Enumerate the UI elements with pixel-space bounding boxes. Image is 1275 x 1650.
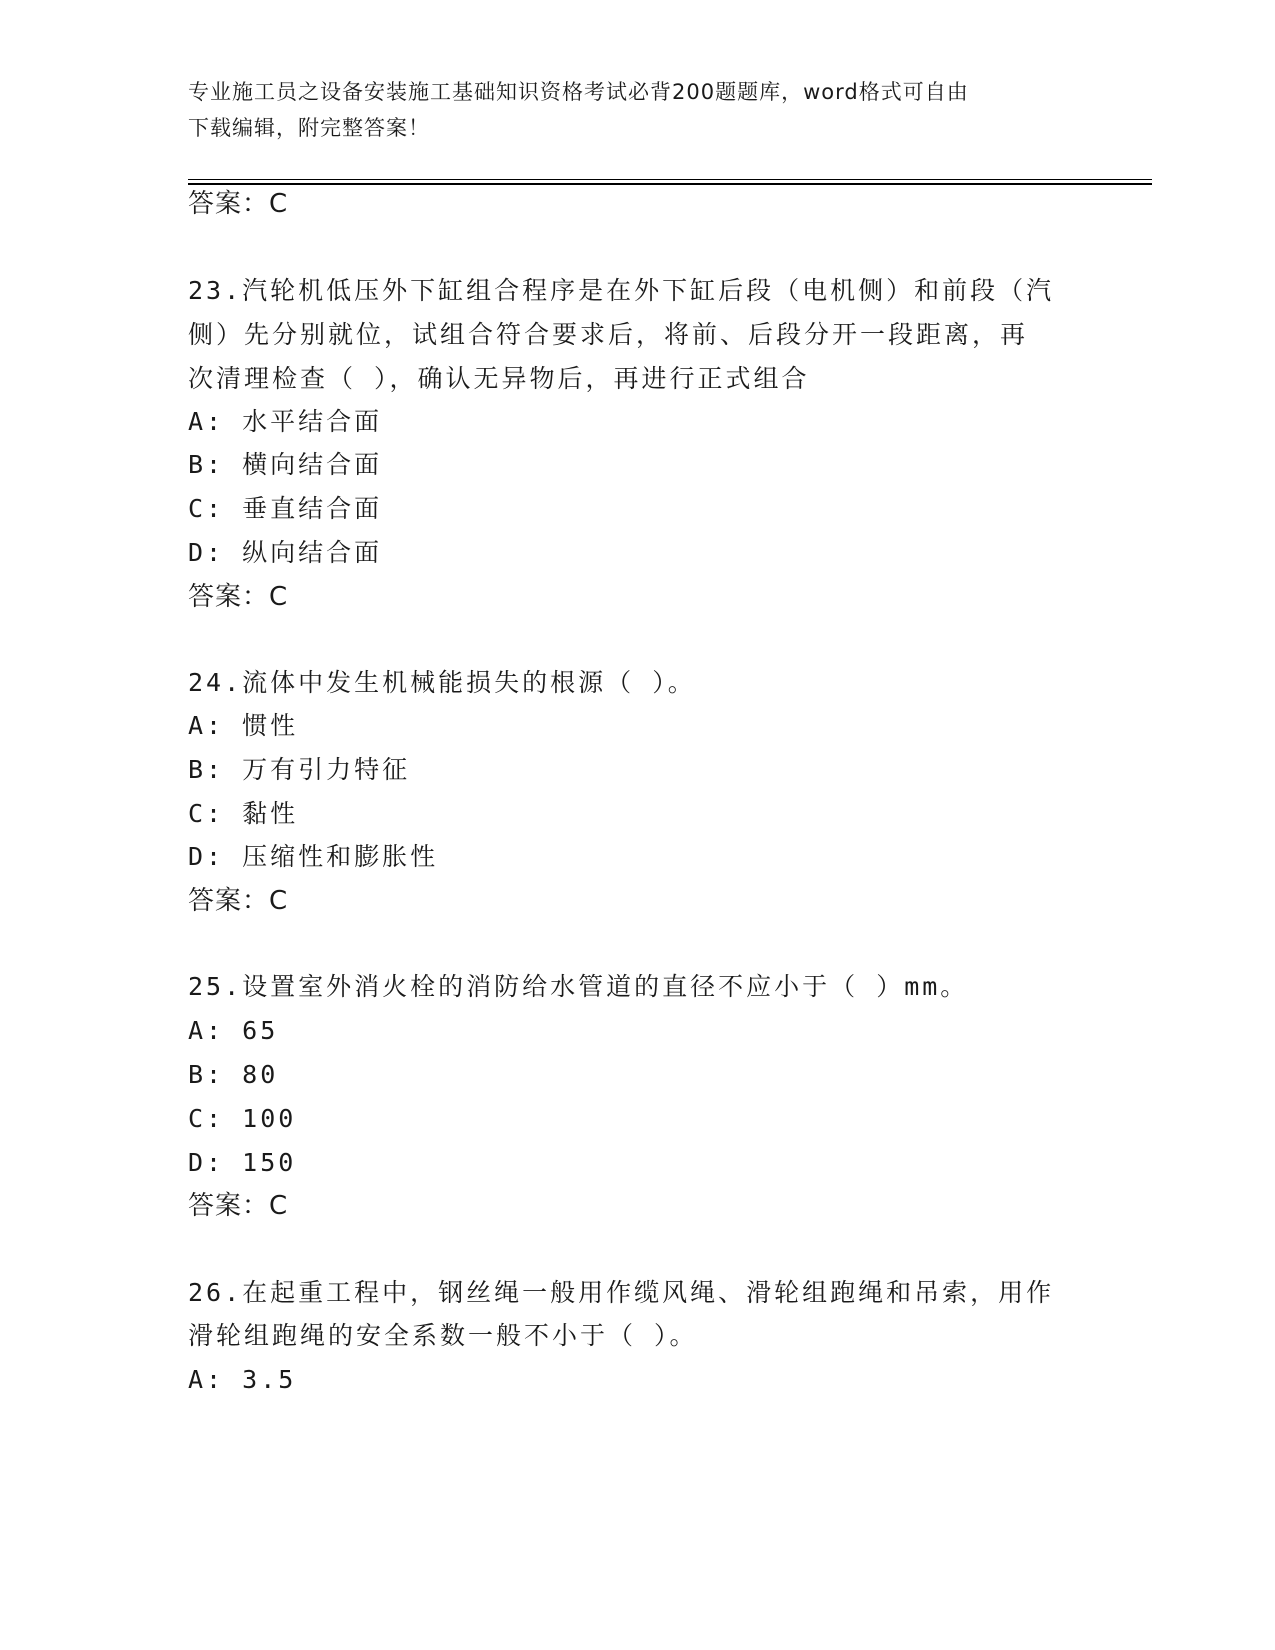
q23-answer: 答案：C [188, 582, 289, 612]
q23-stem-line-1: 23.汽轮机低压外下缸组合程序是在外下缸后段（电机侧）和前段（汽 [188, 276, 1055, 305]
q23-option-a: A: 水平结合面 [188, 407, 383, 436]
q25-option-d: D: 150 [188, 1148, 297, 1177]
q24-option-a: A: 惯性 [188, 711, 299, 740]
q23-option-c: C: 垂直结合面 [188, 494, 383, 523]
q23-stem-line-3: 次清理检查（ ），确认无异物后，再进行正式组合 [188, 364, 810, 393]
q24-option-b: B: 万有引力特征 [188, 755, 411, 784]
header-divider-thick [188, 183, 1152, 185]
q25-answer: 答案：C [188, 1191, 289, 1221]
q24-option-d: D: 压缩性和膨胀性 [188, 842, 439, 871]
q24-option-c: C: 黏性 [188, 799, 299, 828]
q25-option-c: C: 100 [188, 1104, 297, 1133]
q26-option-a: A: 3.5 [188, 1365, 297, 1394]
q25-stem-line-1: 25.设置室外消火栓的消防给水管道的直径不应小于（ ）mm。 [188, 972, 969, 1001]
q24-stem-line-1: 24.流体中发生机械能损失的根源（ ）。 [188, 668, 696, 697]
q23-option-b: B: 横向结合面 [188, 450, 383, 479]
q23-stem-line-2: 侧）先分别就位，试组合符合要求后，将前、后段分开一段距离，再 [188, 320, 1029, 349]
previous-answer: 答案：C [188, 189, 289, 219]
header-line-2: 下载编辑，附完整答案！ [188, 116, 430, 140]
header-divider-thin [188, 179, 1152, 180]
header-line-1: 专业施工员之设备安装施工基础知识资格考试必背200题题库，word格式可自由 [188, 80, 969, 104]
document-header [188, 74, 1088, 146]
q24-answer: 答案：C [188, 886, 289, 916]
q26-stem-line-2: 滑轮组跑绳的安全系数一般不小于（ ）。 [188, 1321, 698, 1350]
q26-stem-line-1: 26.在起重工程中，钢丝绳一般用作缆风绳、滑轮组跑绳和吊索，用作 [188, 1278, 1055, 1307]
q25-option-a: A: 65 [188, 1016, 279, 1045]
q25-option-b: B: 80 [188, 1060, 279, 1089]
q23-option-d: D: 纵向结合面 [188, 538, 383, 567]
